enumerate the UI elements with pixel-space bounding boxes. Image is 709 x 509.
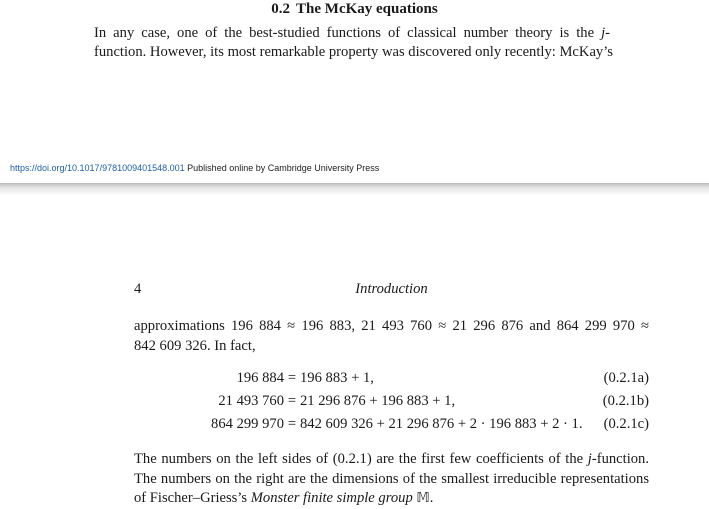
coefficients-paragraph	[134, 450, 649, 509]
equation-relation: =	[287, 370, 297, 386]
equation-rhs: 196 883 + 1,	[300, 370, 374, 386]
publisher-note: Published online by Cambridge University Press	[187, 163, 380, 173]
equation-row	[134, 393, 649, 413]
equation-rhs: 842 609 326 + 21 296 876 + 2 · 196 883 + 2 · 1.	[300, 416, 583, 432]
monster-group-name: Monster finite simple group	[250, 490, 413, 506]
monster-symbol: 𝕄	[416, 491, 430, 506]
section-title: The McKay equations	[296, 1, 438, 17]
equation-rhs: 21 296 876 + 196 883 + 1,	[300, 393, 456, 409]
doi-link[interactable]: https://doi.org/10.1017/9781009401548.001	[10, 163, 185, 173]
page-separator	[0, 183, 709, 195]
section-heading	[0, 1, 709, 18]
page-footer	[10, 163, 379, 173]
previous-page	[0, 0, 709, 183]
equation-lhs: 196 884	[236, 370, 284, 386]
equation-label: (0.2.1b)	[602, 393, 649, 409]
paragraph-line: function. However, its most remarkable property was discovered only recently: McKay’s	[94, 44, 613, 60]
paragraph-line: 842 609 326. In fact,	[134, 337, 256, 354]
paragraph-line: of Fischer–Griess’s Monster finite simple group 𝕄.	[134, 490, 434, 506]
paragraph-line: approximations 196 884 ≈ 196 883, 21 493 760 ≈ 21 296 876 and 864 299 970 ≈	[134, 318, 649, 334]
paragraph-line: The numbers on the right are the dimensions of the smallest irreducible representations	[134, 470, 649, 487]
equation-relation: =	[287, 416, 297, 432]
equation-lhs: 21 493 760	[218, 393, 284, 409]
equation-lhs: 864 299 970	[211, 416, 284, 432]
equation-label: (0.2.1c)	[603, 416, 649, 432]
page-number: 4	[134, 281, 142, 297]
paragraph-line: The numbers on the left sides of (0.2.1) are the first few coefficients of the j-function.	[134, 451, 649, 467]
equation-relation: =	[287, 393, 297, 409]
running-title: Introduction	[355, 281, 428, 297]
equation-row	[134, 416, 649, 436]
section-number: 0.2	[271, 1, 291, 17]
equation-row	[134, 370, 649, 390]
paragraph-line: In any case, one of the best-studied functions of classical number theory is the j-	[94, 25, 610, 41]
approximations-paragraph	[134, 317, 649, 356]
intro-paragraph	[94, 24, 613, 62]
equation-label: (0.2.1a)	[603, 370, 649, 386]
